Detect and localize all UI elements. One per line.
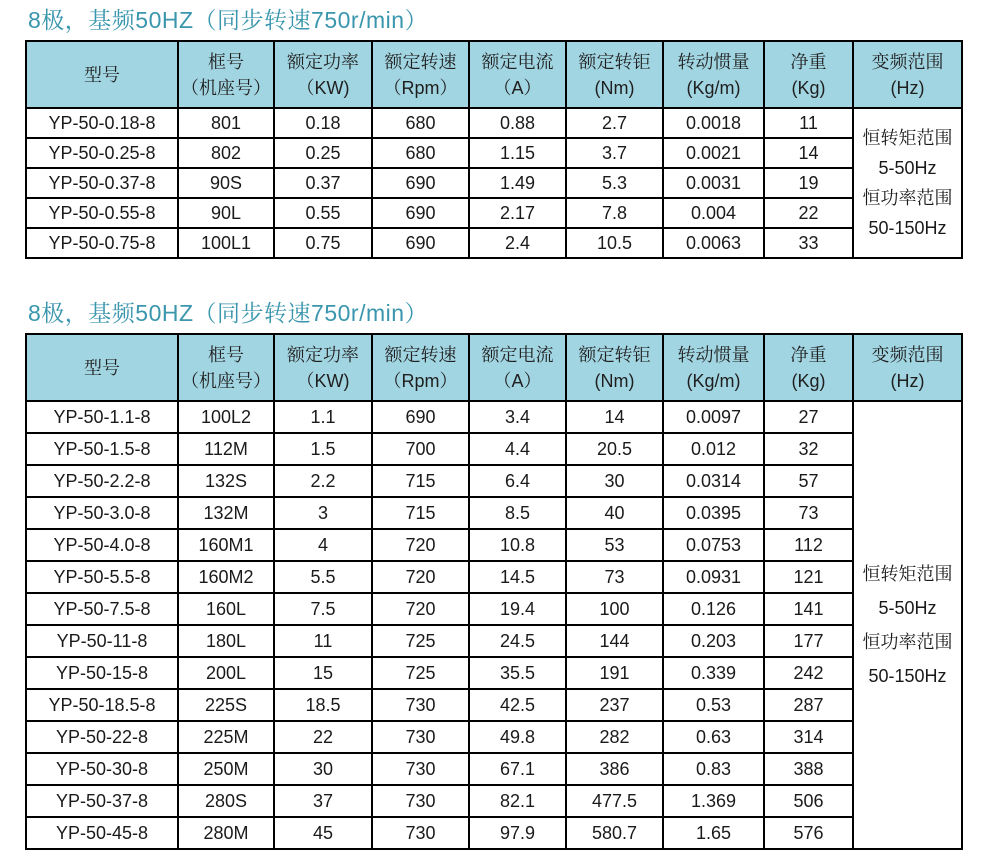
cell: 720 — [372, 561, 469, 593]
cell: 1.49 — [469, 168, 566, 198]
cell: 57 — [764, 465, 853, 497]
cell: 0.37 — [274, 168, 372, 198]
cell: 49.8 — [469, 721, 566, 753]
cell: 160M1 — [178, 529, 274, 561]
table-row — [26, 625, 962, 657]
cell: 237 — [566, 689, 663, 721]
cell: 3.4 — [469, 401, 566, 433]
cell: 5.3 — [566, 168, 663, 198]
cell: YP-50-4.0-8 — [26, 529, 178, 561]
cell: 15 — [274, 657, 372, 689]
cell: 720 — [372, 529, 469, 561]
cell: 7.5 — [274, 593, 372, 625]
cell: 0.88 — [469, 108, 566, 138]
cell: 242 — [764, 657, 853, 689]
table-row — [26, 529, 962, 561]
table-row — [26, 108, 962, 138]
cell: 730 — [372, 753, 469, 785]
cell: 802 — [178, 138, 274, 168]
column-header-7 — [764, 334, 853, 401]
cell: YP-50-18.5-8 — [26, 689, 178, 721]
cell: 0.63 — [663, 721, 764, 753]
cell: 2.2 — [274, 465, 372, 497]
header-line2: （KW) — [296, 77, 350, 98]
frequency-range-cell — [853, 108, 962, 258]
cell: 180L — [178, 625, 274, 657]
table-row — [26, 657, 962, 689]
cell: 3.7 — [566, 138, 663, 168]
cell: 225M — [178, 721, 274, 753]
cell: 690 — [372, 168, 469, 198]
header-line1: 额定功率 — [287, 344, 359, 365]
header-line2: (Nm) — [594, 77, 635, 98]
column-header-1 — [178, 41, 274, 108]
column-header-4 — [469, 41, 566, 108]
header-row — [26, 334, 962, 401]
cell: 0.004 — [663, 198, 764, 228]
cell: 386 — [566, 753, 663, 785]
table-body — [26, 108, 962, 258]
cell: 720 — [372, 593, 469, 625]
header-row — [26, 41, 962, 108]
header-line2: (Kg/m) — [686, 77, 741, 98]
cell: 690 — [372, 198, 469, 228]
cell: YP-50-15-8 — [26, 657, 178, 689]
cell: 250M — [178, 753, 274, 785]
cell: 30 — [566, 465, 663, 497]
table-row — [26, 465, 962, 497]
table-row — [26, 593, 962, 625]
cell: 715 — [372, 497, 469, 529]
cell: 0.0314 — [663, 465, 764, 497]
cell: 680 — [372, 108, 469, 138]
header-line2: (Kg/m) — [686, 370, 741, 391]
column-header-8 — [853, 334, 962, 401]
table-header — [26, 334, 962, 401]
cell: YP-50-22-8 — [26, 721, 178, 753]
cell: YP-50-45-8 — [26, 817, 178, 849]
cell: 580.7 — [566, 817, 663, 849]
cell: 24.5 — [469, 625, 566, 657]
cell: 730 — [372, 785, 469, 817]
cell: 0.25 — [274, 138, 372, 168]
column-header-8 — [853, 41, 962, 108]
cell: 0.0021 — [663, 138, 764, 168]
cell: 0.53 — [663, 689, 764, 721]
cell: 0.0031 — [663, 168, 764, 198]
cell: YP-50-0.37-8 — [26, 168, 178, 198]
cell: 725 — [372, 657, 469, 689]
cell: 0.0063 — [663, 228, 764, 258]
cell: 11 — [274, 625, 372, 657]
cell: 132S — [178, 465, 274, 497]
cell: 100L2 — [178, 401, 274, 433]
cell: 700 — [372, 433, 469, 465]
cell: 112M — [178, 433, 274, 465]
cell: 82.1 — [469, 785, 566, 817]
cell: 2.17 — [469, 198, 566, 228]
cell: 6.4 — [469, 465, 566, 497]
header-line2: (Hz) — [890, 370, 925, 391]
header-line1: 额定转速 — [384, 344, 457, 365]
cell: YP-50-2.2-8 — [26, 465, 178, 497]
cell: YP-50-0.55-8 — [26, 198, 178, 228]
cell: 42.5 — [469, 689, 566, 721]
frequency-range-line: 恒功率范围 — [862, 632, 953, 652]
header-line2: (Hz) — [890, 77, 925, 98]
cell: 0.18 — [274, 108, 372, 138]
cell: 73 — [566, 561, 663, 593]
cell: 2.4 — [469, 228, 566, 258]
cell: 160M2 — [178, 561, 274, 593]
cell: 11 — [764, 108, 853, 138]
cell: 10.8 — [469, 529, 566, 561]
cell: 730 — [372, 817, 469, 849]
header-line1: 框号 — [208, 51, 244, 72]
header-line1: 额定电流 — [481, 344, 554, 365]
column-header-3 — [372, 334, 469, 401]
cell: 0.0097 — [663, 401, 764, 433]
cell: 90L — [178, 198, 274, 228]
cell: 53 — [566, 529, 663, 561]
cell: 725 — [372, 625, 469, 657]
table-header — [26, 41, 962, 108]
cell: 132M — [178, 497, 274, 529]
cell: 112 — [764, 529, 853, 561]
cell: YP-50-0.18-8 — [26, 108, 178, 138]
cell: 20.5 — [566, 433, 663, 465]
header-line1: 转动惯量 — [677, 344, 750, 365]
column-header-5 — [566, 334, 663, 401]
header-line1: 额定电流 — [481, 51, 554, 72]
table-row — [26, 721, 962, 753]
table-row — [26, 817, 962, 849]
cell: 280M — [178, 817, 274, 849]
column-header-6 — [663, 41, 764, 108]
column-header-2 — [274, 41, 372, 108]
cell: 715 — [372, 465, 469, 497]
header-line2: （Rpm） — [383, 77, 458, 98]
cell: 1.15 — [469, 138, 566, 168]
cell: 0.203 — [663, 625, 764, 657]
cell: 160L — [178, 593, 274, 625]
cell: 0.0018 — [663, 108, 764, 138]
cell: YP-50-30-8 — [26, 753, 178, 785]
table-row — [26, 198, 962, 228]
cell: 506 — [764, 785, 853, 817]
table-row — [26, 561, 962, 593]
column-header-4 — [469, 334, 566, 401]
header-line2: （KW) — [296, 370, 350, 391]
header-line2: （A） — [493, 77, 542, 98]
cell: 225S — [178, 689, 274, 721]
cell: 4.4 — [469, 433, 566, 465]
cell: 121 — [764, 561, 853, 593]
cell: 19 — [764, 168, 853, 198]
cell: YP-50-5.5-8 — [26, 561, 178, 593]
table-row — [26, 401, 962, 433]
header-line1: 净重 — [790, 51, 827, 72]
cell: 191 — [566, 657, 663, 689]
cell: 97.9 — [469, 817, 566, 849]
frequency-range-line: 5-50Hz — [878, 158, 937, 178]
cell: 280S — [178, 785, 274, 817]
cell: 90S — [178, 168, 274, 198]
cell: 22 — [274, 721, 372, 753]
cell: 7.8 — [566, 198, 663, 228]
cell: YP-50-0.75-8 — [26, 228, 178, 258]
frequency-range-line: 恒功率范围 — [862, 188, 953, 208]
cell: 141 — [764, 593, 853, 625]
cell: 22 — [764, 198, 853, 228]
table-body — [26, 401, 962, 849]
cell: 14 — [566, 401, 663, 433]
cell: 2.7 — [566, 108, 663, 138]
header-line2: （A） — [493, 370, 542, 391]
cell: 0.0753 — [663, 529, 764, 561]
cell: 10.5 — [566, 228, 663, 258]
frequency-range-line: 恒转矩范围 — [862, 564, 953, 584]
table-row — [26, 689, 962, 721]
cell: YP-50-3.0-8 — [26, 497, 178, 529]
cell: 0.0931 — [663, 561, 764, 593]
column-header-0 — [26, 334, 178, 401]
header-line1: 额定转钜 — [578, 344, 651, 365]
spec-section-1 — [0, 2, 982, 259]
cell: 1.5 — [274, 433, 372, 465]
table-row — [26, 138, 962, 168]
table-row — [26, 228, 962, 258]
column-header-1 — [178, 334, 274, 401]
cell: 1.65 — [663, 817, 764, 849]
cell: 730 — [372, 689, 469, 721]
cell: 45 — [274, 817, 372, 849]
header-line2: (Nm) — [594, 370, 635, 391]
table-row — [26, 433, 962, 465]
table-row — [26, 785, 962, 817]
cell: 5.5 — [274, 561, 372, 593]
frequency-range-line: 5-50Hz — [878, 598, 937, 618]
header-line2: (Kg) — [791, 370, 826, 391]
section-title: 8极，基频50HZ（同步转速750r/min） — [28, 7, 429, 33]
cell: 30 — [274, 753, 372, 785]
motor-spec-table-1 — [25, 40, 963, 259]
header-line2: （Rpm） — [383, 370, 458, 391]
cell: 144 — [566, 625, 663, 657]
table-row — [26, 753, 962, 785]
cell: 680 — [372, 138, 469, 168]
header-line1: 框号 — [208, 344, 244, 365]
cell: 4 — [274, 529, 372, 561]
cell: 477.5 — [566, 785, 663, 817]
cell: 35.5 — [469, 657, 566, 689]
cell: 388 — [764, 753, 853, 785]
cell: 287 — [764, 689, 853, 721]
column-header-6 — [663, 334, 764, 401]
header-line2: (Kg) — [791, 77, 826, 98]
cell: 690 — [372, 401, 469, 433]
header-line1: 额定转速 — [384, 51, 457, 72]
cell: 14.5 — [469, 561, 566, 593]
cell: 100 — [566, 593, 663, 625]
motor-spec-table-2 — [25, 333, 963, 850]
header-line1: 转动惯量 — [677, 51, 750, 72]
cell: YP-50-11-8 — [26, 625, 178, 657]
column-header-0 — [26, 41, 178, 108]
cell: 18.5 — [274, 689, 372, 721]
cell: 177 — [764, 625, 853, 657]
header-line1: 变频范围 — [871, 51, 944, 72]
cell: 200L — [178, 657, 274, 689]
header-line1: 净重 — [790, 344, 827, 365]
frequency-range-line: 50-150Hz — [868, 666, 947, 686]
table-row — [26, 168, 962, 198]
cell: 27 — [764, 401, 853, 433]
column-header-3 — [372, 41, 469, 108]
cell: 0.012 — [663, 433, 764, 465]
cell: YP-50-0.25-8 — [26, 138, 178, 168]
cell: 40 — [566, 497, 663, 529]
frequency-range-line: 恒转矩范围 — [862, 128, 953, 148]
cell: 3 — [274, 497, 372, 529]
cell: 14 — [764, 138, 853, 168]
cell: 0.126 — [663, 593, 764, 625]
cell: YP-50-37-8 — [26, 785, 178, 817]
column-header-2 — [274, 334, 372, 401]
cell: 0.339 — [663, 657, 764, 689]
frequency-range-line: 50-150Hz — [868, 218, 947, 238]
column-header-5 — [566, 41, 663, 108]
section-title: 8极，基频50HZ（同步转速750r/min） — [28, 300, 429, 326]
column-header-7 — [764, 41, 853, 108]
cell: 1.369 — [663, 785, 764, 817]
header-line1: 型号 — [84, 64, 120, 85]
cell: 19.4 — [469, 593, 566, 625]
frequency-range-cell — [853, 401, 962, 849]
cell: 0.55 — [274, 198, 372, 228]
cell: YP-50-1.5-8 — [26, 433, 178, 465]
table-row — [26, 497, 962, 529]
cell: 73 — [764, 497, 853, 529]
header-line1: 型号 — [84, 357, 120, 378]
spec-section-2 — [0, 295, 982, 850]
cell: 37 — [274, 785, 372, 817]
header-line2: （机座号） — [181, 77, 271, 98]
header-line1: 额定转钜 — [578, 51, 651, 72]
cell: 282 — [566, 721, 663, 753]
cell: 1.1 — [274, 401, 372, 433]
cell: 8.5 — [469, 497, 566, 529]
cell: 314 — [764, 721, 853, 753]
cell: 0.83 — [663, 753, 764, 785]
cell: 0.75 — [274, 228, 372, 258]
header-line2: （机座号） — [181, 370, 271, 391]
cell: 690 — [372, 228, 469, 258]
cell: 100L1 — [178, 228, 274, 258]
header-line1: 变频范围 — [871, 344, 944, 365]
cell: 576 — [764, 817, 853, 849]
cell: 730 — [372, 721, 469, 753]
cell: YP-50-1.1-8 — [26, 401, 178, 433]
header-line1: 额定功率 — [287, 51, 359, 72]
cell: 67.1 — [469, 753, 566, 785]
cell: 0.0395 — [663, 497, 764, 529]
cell: 801 — [178, 108, 274, 138]
cell: 32 — [764, 433, 853, 465]
cell: YP-50-7.5-8 — [26, 593, 178, 625]
cell: 33 — [764, 228, 853, 258]
